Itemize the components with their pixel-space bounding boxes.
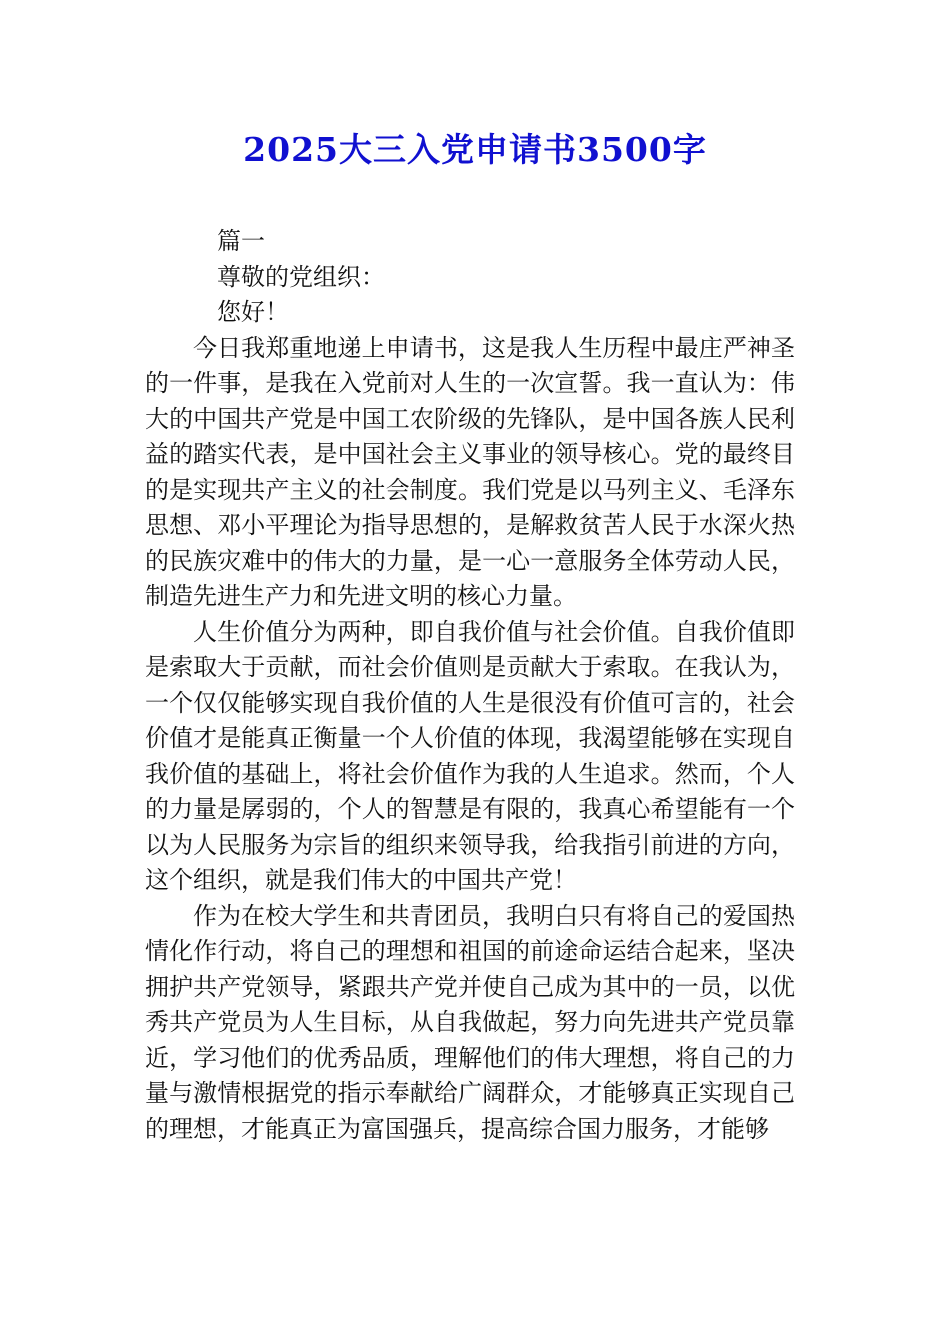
greeting: 您好！	[217, 298, 289, 326]
document-body	[145, 224, 795, 1147]
paragraph-3: 作为在校大学生和共青团员，我明白只有将自己的爱国热情化作行动，将自己的理想和祖国的前途命运结合起来，坚决拥护共产党领导，紧跟共产党并使自己成为其中的一员，以优秀共产党员为人生目标，从自我做起，努力向先进共产党员靠近，学习他们的优秀品质，理解他们的伟大理想，将自己的力量与激情根据党的指示奉献给广阔群众，才能够真正实现自己的理想，才能真正为富国强兵，提高综合国力服务，才能够	[145, 901, 795, 1143]
paragraph-1: 今日我郑重地递上申请书，这是我人生历程中最庄严神圣的一件事，是我在入党前对人生的一次宣誓。我一直认为：伟大的中国共产党是中国工农阶级的先锋队，是中国各族人民利益的踏实代表，是中国社会主义事业的领导核心。党的最终目的是实现共产主义的社会制度。我们党是以马列主义、毛泽东思想、邓小平理论为指导思想的，是解救贫苦人民于水深火热的民族灾难中的伟大的力量，是一心一意服务全体劳动人民，制造先进生产力和先进文明的核心力量。	[145, 333, 795, 610]
document-title: 2025大三入党申请书3500字	[243, 130, 707, 169]
paragraph-2: 人生价值分为两种，即自我价值与社会价值。自我价值即是索取大于贡献，而社会价值则是贡献大于索取。在我认为，一个仅仅能够实现自我价值的人生是很没有价值可言的，社会价值才是能真正衡量一个人价值的体现，我渴望能够在实现自我价值的基础上，将社会价值作为我的人生追求。然而，个人的力量是孱弱的，个人的智慧是有限的，我真心希望能有一个以为人民服务为宗旨的组织来领导我，给我指引前进的方向，这个组织，就是我们伟大的中国共产党！	[145, 617, 795, 894]
section-label: 篇一	[217, 227, 265, 255]
salutation: 尊敬的党组织：	[217, 262, 385, 291]
